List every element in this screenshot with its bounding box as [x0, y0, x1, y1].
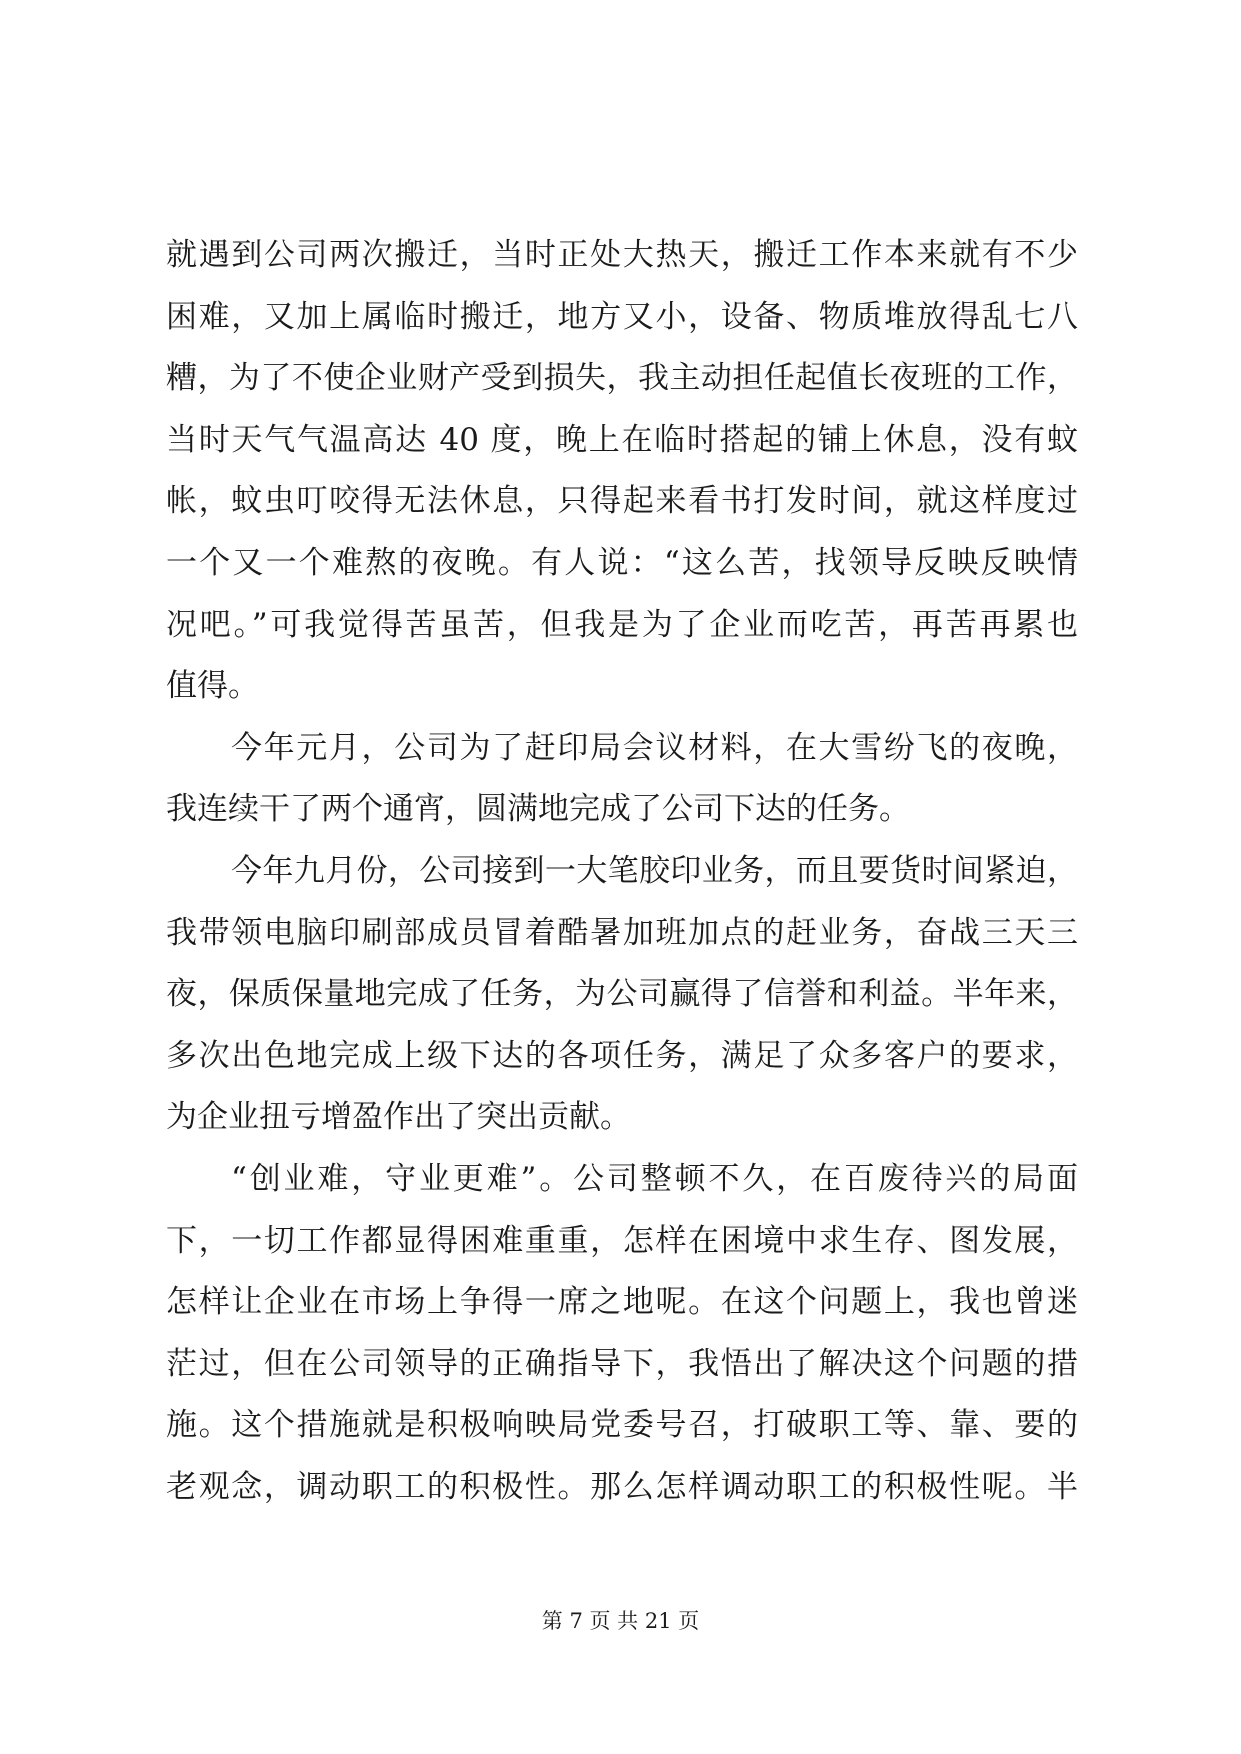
text-line: 当时天气气温高达 40 度，晚上在临时搭起的铺上休息，没有蚊 [166, 421, 1078, 458]
text-line: 施。这个措施就是积极响映局党委号召，打破职工等、靠、要的 [166, 1407, 1078, 1444]
body-text [166, 225, 1078, 1518]
text-line: 一个又一个难熬的夜晚。有人说：“这么苦，找领导反映反映情 [166, 544, 1078, 581]
text-line: 下，一切工作都显得困难重重，怎样在困境中求生存、图发展， [166, 1222, 1078, 1259]
text-line: 况吧。”可我觉得苦虽苦，但我是为了企业而吃苦，再苦再累也 [166, 606, 1078, 643]
paragraph-first-line: “创业难，守业更难”。公司整顿不久，在百废待兴的局面 [231, 1160, 1078, 1197]
text-line: 老观念，调动职工的积极性。那么怎样调动职工的积极性呢。半 [166, 1468, 1078, 1505]
paragraph-first-line: 今年元月，公司为了赶印局会议材料，在大雪纷飞的夜晚， [231, 729, 1078, 766]
text-line: 糟，为了不使企业财产受到损失，我主动担任起值长夜班的工作， [166, 360, 1078, 397]
text-line: 我带领电脑印刷部成员冒着酷暑加班加点的赶业务，奋战三天三 [166, 914, 1078, 951]
text-line: 就遇到公司两次搬迁，当时正处大热天，搬迁工作本来就有不少 [166, 237, 1078, 273]
text-line: 帐，蚊虫叮咬得无法休息，只得起来看书打发时间，就这样度过 [166, 483, 1078, 520]
page-number-footer: 第 7 页 共 21 页 [541, 1609, 700, 1633]
paragraph-first-line: 今年九月份，公司接到一大笔胶印业务，而且要货时间紧迫， [231, 852, 1078, 889]
text-line: 茫过，但在公司领导的正确指导下，我悟出了解决这个问题的措 [166, 1345, 1078, 1382]
text-line: 怎样让企业在市场上争得一席之地呢。在这个问题上，我也曾迷 [166, 1284, 1078, 1321]
text-line: 为企业扭亏增盈作出了突出贡献。 [166, 1099, 631, 1136]
text-line: 夜，保质保量地完成了任务，为公司赢得了信誉和利益。半年来， [166, 976, 1078, 1013]
text-line: 我连续干了两个通宵，圆满地完成了公司下达的任务。 [166, 791, 910, 828]
text-line: 值得。 [166, 668, 259, 705]
text-line: 多次出色地完成上级下达的各项任务，满足了众多客户的要求， [166, 1037, 1078, 1074]
text-line: 困难，又加上属临时搬迁，地方又小，设备、物质堆放得乱七八 [166, 298, 1078, 335]
